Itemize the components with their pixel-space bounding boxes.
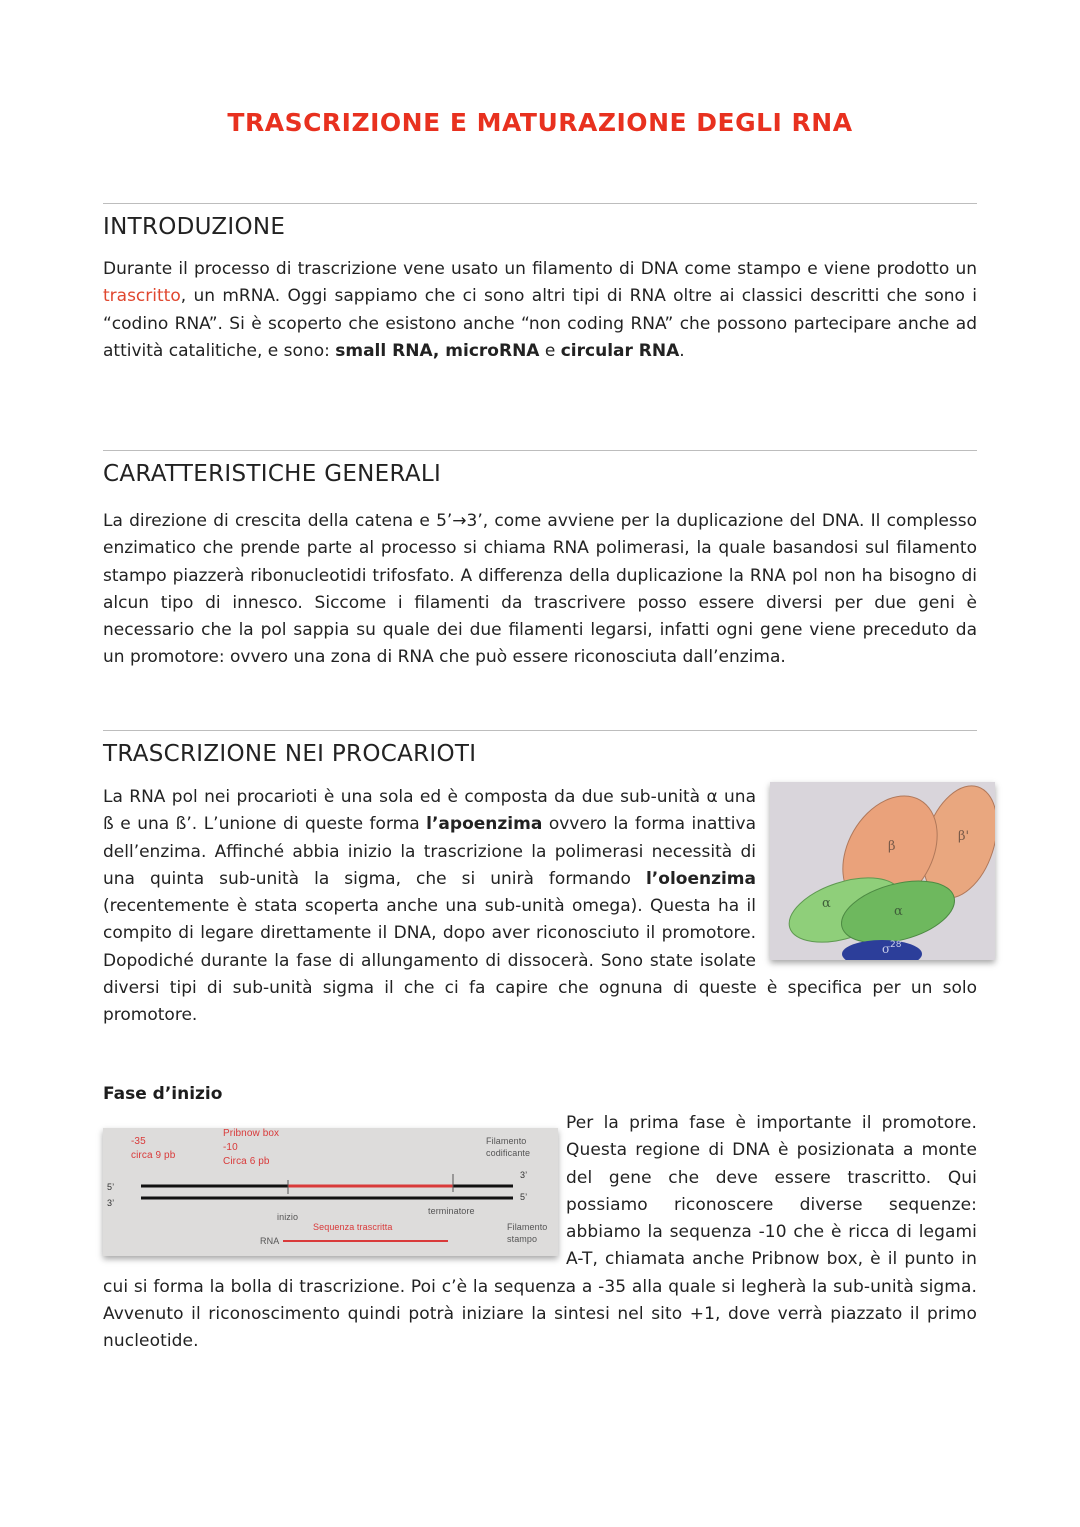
beta-label: β xyxy=(888,839,896,854)
top-3prime-label: 3’ xyxy=(520,1170,528,1180)
section-divider xyxy=(103,450,977,451)
minus10-length: Circa 6 pb xyxy=(223,1156,270,1167)
trascritto-highlight: trascritto xyxy=(103,286,181,307)
sigma-superscript: 28 xyxy=(890,940,902,950)
pribnow-label: Pribnow box xyxy=(223,1128,280,1139)
caratteristiche-heading: CARATTERISTICHE GENERALI xyxy=(103,461,442,487)
section-divider xyxy=(103,730,977,731)
intro-text-3: e xyxy=(539,340,561,361)
alpha-label-2: α xyxy=(894,904,903,919)
top-5prime-label: 5’ xyxy=(520,1192,528,1202)
procarioti-text-2: ovvero la forma inattiva dell’enzima. Affinché abbia inizio la trascrizione la polimerasi necessità di una quinta sub-unità la sigma, che si unirà formando xyxy=(103,814,756,889)
intro-paragraph xyxy=(103,256,977,365)
fase-inizio-paragraph xyxy=(103,1110,977,1356)
rna-polymerase-diagram xyxy=(770,782,995,960)
sequenza-trascritta-label: Sequenza trascritta xyxy=(313,1222,393,1232)
sigma-label: σ xyxy=(882,942,891,956)
left-5prime-label: 5’ xyxy=(107,1182,115,1192)
coding-strand-label-1: Filamento xyxy=(486,1136,527,1146)
terminatore-label: terminatore xyxy=(428,1206,475,1216)
apoenzima-bold: l’apoenzima xyxy=(426,814,543,835)
inizio-label: inizio xyxy=(277,1212,299,1222)
minus35-label: -35 xyxy=(131,1136,146,1147)
beta-prime-label: β' xyxy=(958,829,970,844)
rna-polymerase-figure xyxy=(770,782,995,960)
template-strand-label-1: Filamento xyxy=(507,1222,548,1232)
intro-text-4: . xyxy=(679,340,685,361)
minus35-length: circa 9 pb xyxy=(131,1150,176,1161)
fase-inizio-text: Per la prima fase è importante il promotore. Questa regione di DNA è posizionata a monte del gene che deve essere trascritto. Qui possiamo riconoscere diverse sequenze: abbiamo la sequenza -10 che è ricca di legami A-T, chiamata anche Pribnow box, è il punto in cui si forma la bolla di trascrizione. Poi c’è la sequenza a -35 alla quale si legherà la sub-unità sigma. Avvenuto il riconoscimento quindi potrà iniziare la sintesi nel sito +1, dove verrà piazzato il primo nucleotide. xyxy=(103,1113,977,1352)
alpha-label-1: α xyxy=(822,896,831,911)
small-rna-bold: small RNA, microRNA xyxy=(335,340,540,361)
page-title: TRASCRIZIONE E MATURAZIONE DEGLI RNA xyxy=(227,108,853,137)
intro-text-1: Durante il processo di trascrizione vene usato un filamento di DNA come stampo e viene prodotto un xyxy=(103,259,977,279)
procarioti-paragraph xyxy=(103,784,977,1030)
fase-inizio-heading: Fase d’inizio xyxy=(103,1084,223,1104)
circular-rna-bold: circular RNA xyxy=(560,340,680,361)
intro-text-2: , un mRNA. Oggi sappiamo che ci sono altri tipi di RNA oltre ai classici descritti che sono i “codino RNA”. Si è scoperto che esistono anche “non coding RNA” che possono partecipare anche ad attività catalitiche, e sono: xyxy=(103,286,977,361)
rna-label: RNA xyxy=(260,1236,280,1246)
minus10-label: -10 xyxy=(223,1142,238,1153)
oloenzima-bold: l’oloenzima xyxy=(645,868,756,889)
template-strand-label-2: stampo xyxy=(507,1234,538,1244)
coding-strand-label-2: codificante xyxy=(486,1148,531,1158)
procarioti-text-1: La RNA pol nei procarioti è una sola ed è composta da due sub-unità α una ß e una ß’. L’unione di queste forma xyxy=(103,787,756,835)
section-divider xyxy=(103,203,977,204)
procarioti-heading: TRASCRIZIONE NEI PROCARIOTI xyxy=(103,741,477,767)
promoter-figure xyxy=(103,1128,558,1256)
intro-heading: INTRODUZIONE xyxy=(103,214,286,240)
caratteristiche-paragraph: La direzione di crescita della catena e 5’→3’, come avviene per la duplicazione del DNA. Il complesso enzimatico che prende parte al processo si chiama RNA polimerasi, la quale basandosi sul filamento stampo piazzerà ribonucleotidi trifosfato. A differenza della duplicazione la RNA pol non ha bisogno di alcun tipo di innesco. Siccome i filamenti da trascrivere posso essere diversi per due geni è necessario che la pol sappia su quale dei due filamenti legarsi, infatti ogni gene viene preceduto da un promotore: ovvero una zona di RNA che può essere riconosciuta dall’enzima. xyxy=(103,511,977,668)
left-3prime-label: 3’ xyxy=(107,1198,115,1208)
promoter-diagram xyxy=(103,1128,558,1256)
procarioti-text-3: (recentemente è stata scoperta anche una sub-unità omega). Questa ha il compito di legare direttamente il DNA, dopo aver riconosciuto il promotore. Dopodiché durante la fase di allungamento di dissocerà. Sono state isolate diversi tipi di sub-unità sigma il che ci fa capire che ognuna di queste è specifica per un solo promotore. xyxy=(103,896,977,1026)
